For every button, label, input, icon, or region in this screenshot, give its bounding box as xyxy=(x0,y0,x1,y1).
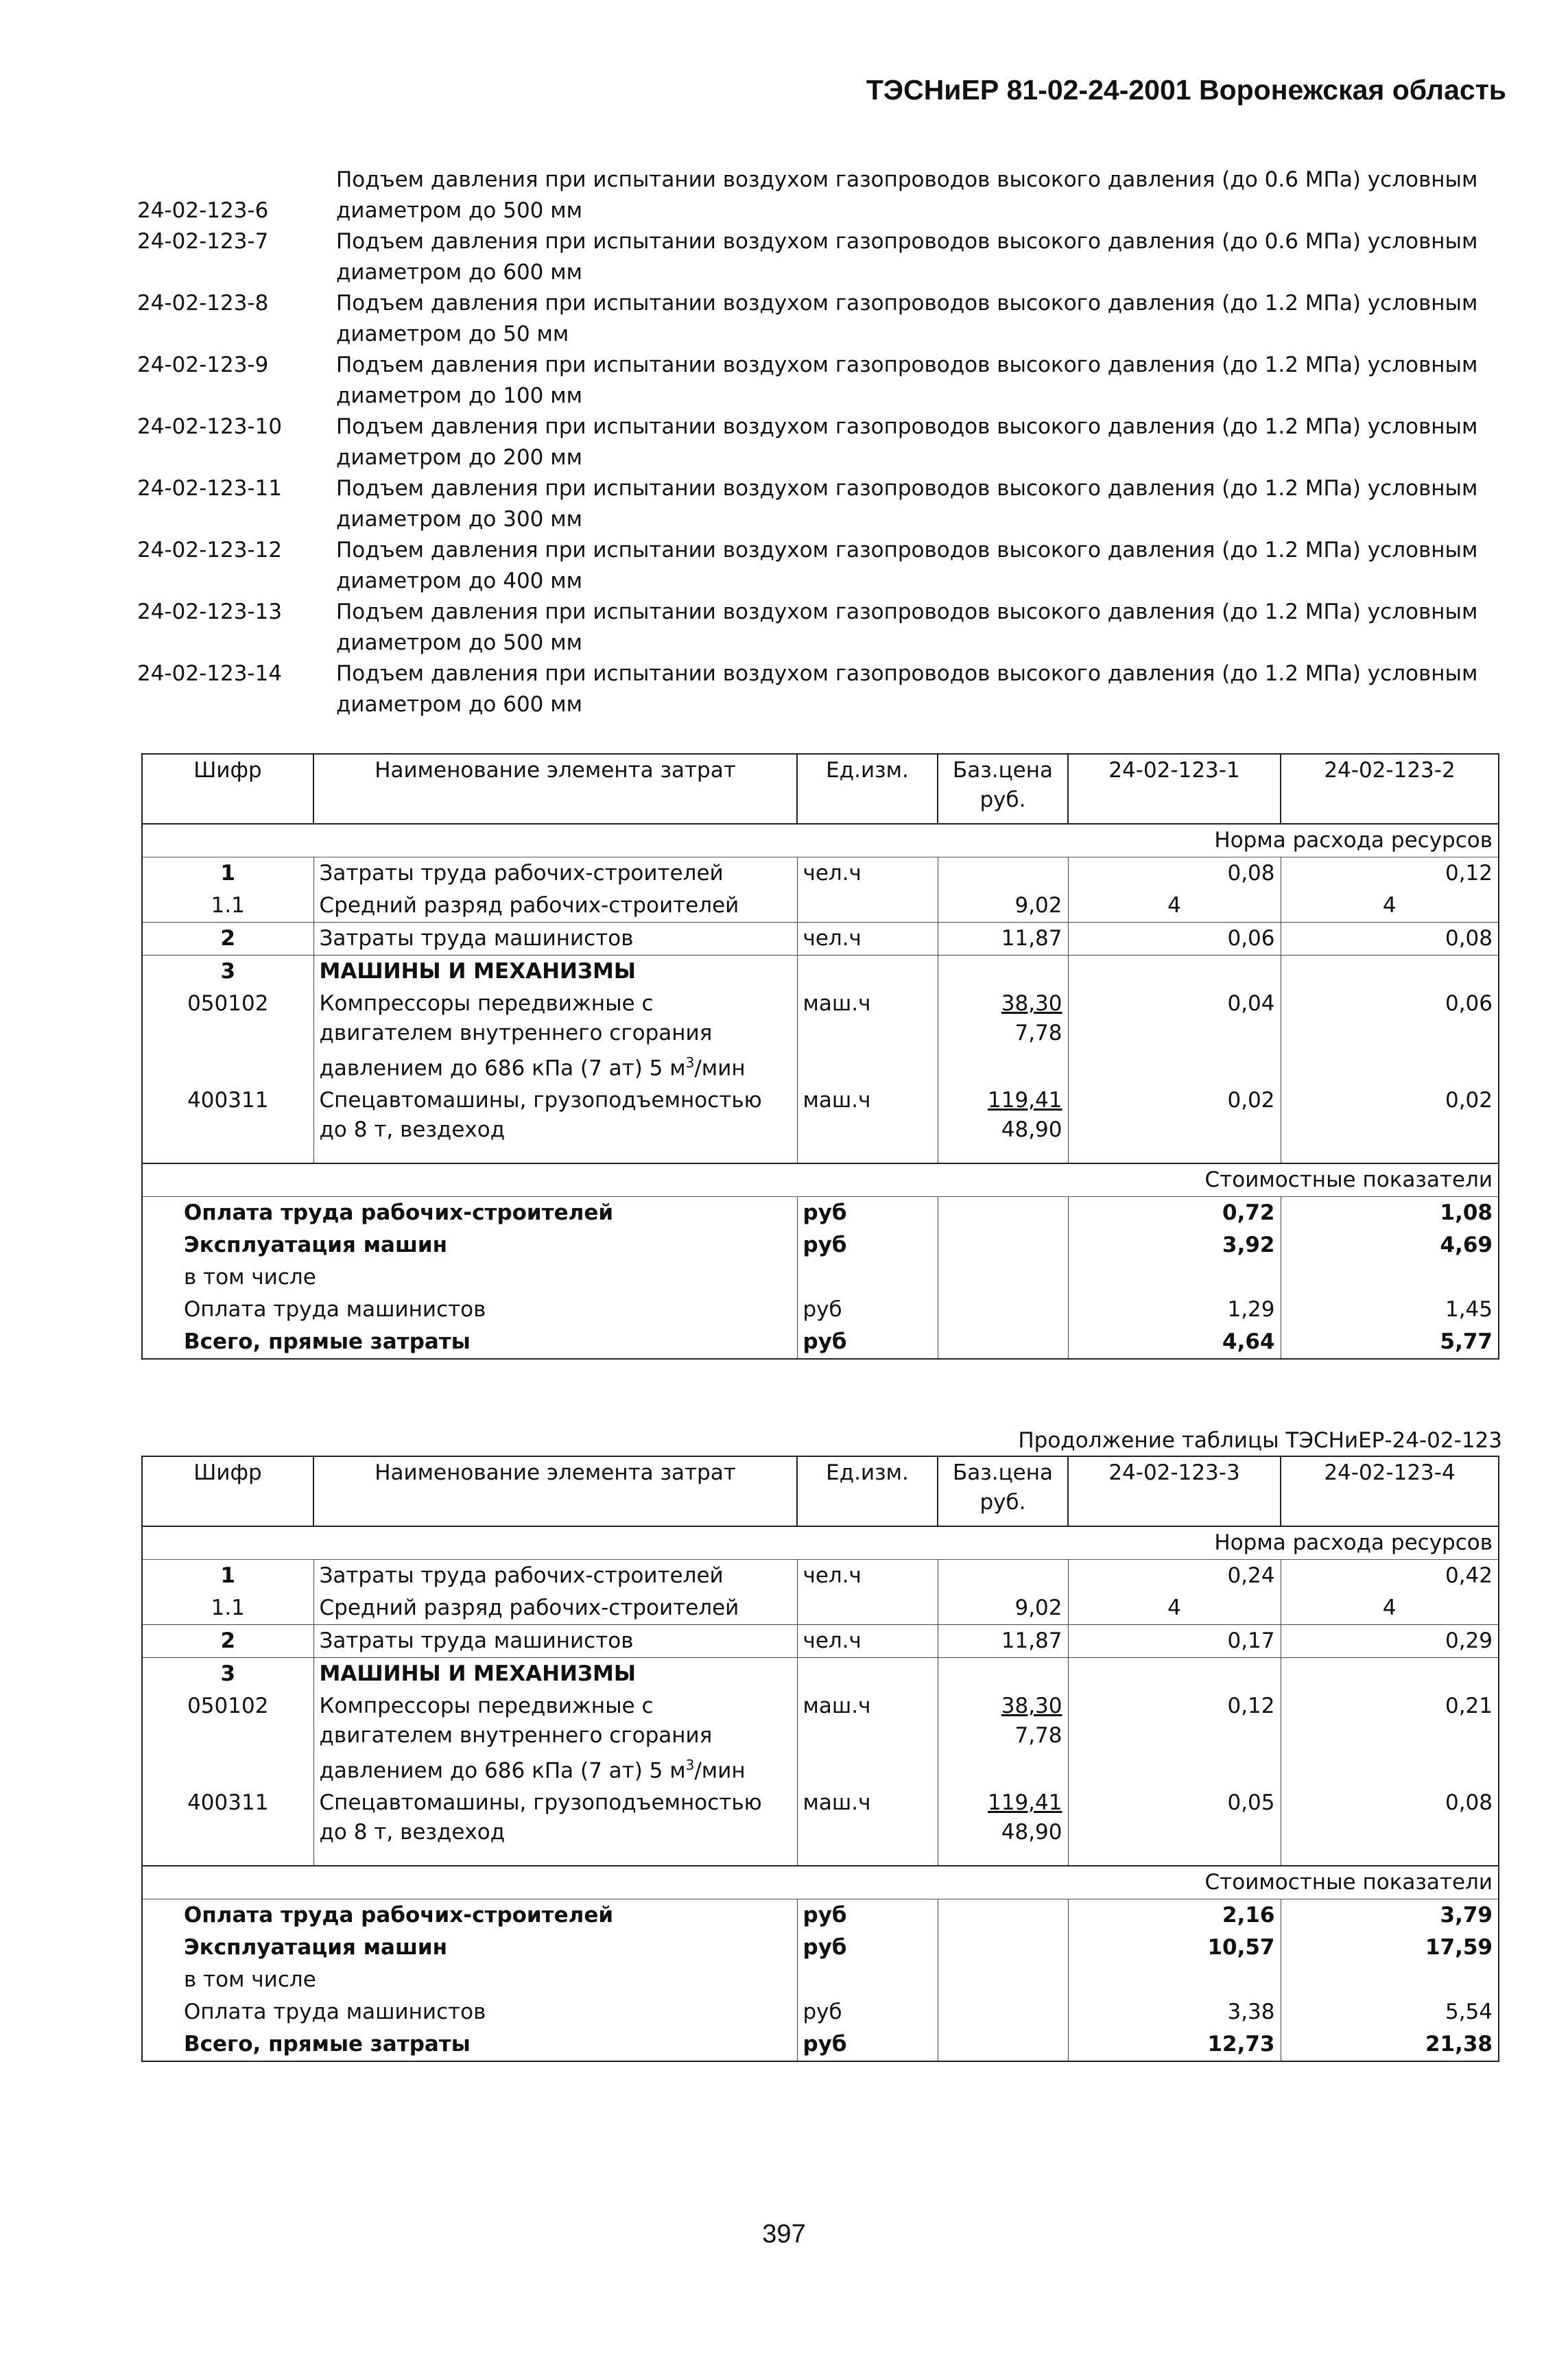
table-row xyxy=(142,1787,1499,1849)
section-norm: Норма расхода ресурсов xyxy=(142,1526,1499,1560)
row-code: 400311 xyxy=(142,1084,313,1146)
table-row xyxy=(142,1625,1499,1658)
row-unit: маш.ч xyxy=(797,988,938,1084)
row-unit: маш.ч xyxy=(797,1084,938,1146)
row-value-a: 0,04 xyxy=(1068,988,1281,1084)
cost-row: Оплата труда машинистов руб 1,29 1,45 xyxy=(142,1294,1499,1326)
code-item xyxy=(137,597,1482,659)
code-description: Подъем давления при испытании воздухом газопроводов высокого давления (до 1.2 МПа) условным диаметром до 600 мм xyxy=(336,661,1478,717)
row-price: 11,87 xyxy=(938,1625,1068,1658)
code-description: Подъем давления при испытании воздухом газопроводов высокого давления (до 1.2 МПа) условным диаметром до 500 мм xyxy=(336,600,1478,655)
row-value-b: 4 xyxy=(1281,1592,1499,1625)
row-value-b: 0,06 xyxy=(1281,988,1499,1084)
table-row xyxy=(142,1658,1499,1691)
cost-row: Оплата труда машинистов руб 3,38 5,54 xyxy=(142,1996,1499,2028)
row-value-b: 0,21 xyxy=(1281,1690,1499,1787)
code-item xyxy=(137,350,1482,412)
code-description: Подъем давления при испытании воздухом газопроводов высокого давления (до 0.6 МПа) условным диаметром до 500 мм xyxy=(336,167,1478,223)
cost-row: Всего, прямые затраты руб 4,64 5,77 xyxy=(142,1326,1499,1359)
row-value-a: 0,05 xyxy=(1068,1787,1281,1849)
code-description: Подъем давления при испытании воздухом газопроводов высокого давления (до 1.2 МПа) условным диаметром до 100 мм xyxy=(336,353,1478,408)
row-code: 2 xyxy=(142,1625,313,1658)
cost-table-1 xyxy=(141,753,1499,1360)
row-value-a: 0,17 xyxy=(1068,1625,1281,1658)
table-row xyxy=(142,857,1499,890)
row-price xyxy=(938,857,1068,890)
row-code: 2 xyxy=(142,923,313,956)
code-description: Подъем давления при испытании воздухом газопроводов высокого давления (до 1.2 МПа) условным диаметром до 400 мм xyxy=(336,538,1478,593)
row-code: 050102 xyxy=(142,988,313,1084)
row-value-a: 0,02 xyxy=(1068,1084,1281,1146)
row-value-b: 0,08 xyxy=(1281,1787,1499,1849)
row-code: 050102 xyxy=(142,1690,313,1787)
continuation-caption: Продолжение таблицы ТЭСНиЕР-24-02-123 xyxy=(1018,1428,1502,1453)
row-code: 3 xyxy=(142,1658,313,1691)
code-number: 24-02-123-7 xyxy=(137,229,269,254)
row-unit: маш.ч xyxy=(797,1787,938,1849)
row-value-a: 0,06 xyxy=(1068,923,1281,956)
row-name: Затраты труда машинистов xyxy=(313,923,797,956)
table-row xyxy=(142,956,1499,988)
code-item xyxy=(137,473,1482,535)
row-value-b: 0,08 xyxy=(1281,923,1499,956)
cost-row: Оплата труда рабочих-строителей руб 2,16 3,79 xyxy=(142,1899,1499,1932)
row-code: 1 xyxy=(142,857,313,890)
row-price: 119,41 48,90 xyxy=(938,1787,1068,1849)
row-unit: чел.ч xyxy=(797,923,938,956)
row-name: Затраты труда рабочих-строителей xyxy=(313,857,797,890)
row-price: 119,41 48,90 xyxy=(938,1084,1068,1146)
row-name: Спецавтомашины, грузоподъемностью до 8 т, вездеход xyxy=(313,1084,797,1146)
code-item xyxy=(137,535,1482,597)
section-norm: Норма расхода ресурсов xyxy=(142,824,1499,857)
row-unit: маш.ч xyxy=(797,1690,938,1787)
table-header-row xyxy=(142,754,1499,824)
row-code: 400311 xyxy=(142,1787,313,1849)
row-price: 38,30 7,78 xyxy=(938,988,1068,1084)
col-b-header: 24-02-123-2 xyxy=(1281,754,1499,824)
table-row xyxy=(142,890,1499,923)
code-item xyxy=(137,412,1482,473)
table-header-row xyxy=(142,1456,1499,1526)
row-code: 1.1 xyxy=(142,890,313,923)
row-unit xyxy=(797,1592,938,1625)
row-price: 9,02 xyxy=(938,1592,1068,1625)
table-row xyxy=(142,988,1499,1084)
row-name: МАШИНЫ И МЕХАНИЗМЫ xyxy=(313,956,797,988)
code-number: 24-02-123-6 xyxy=(137,198,269,223)
row-value-a: 0,08 xyxy=(1068,857,1281,890)
code-item xyxy=(137,226,1482,288)
code-number: 24-02-123-14 xyxy=(137,661,283,686)
row-unit: чел.ч xyxy=(797,1560,938,1593)
table-row xyxy=(142,1592,1499,1625)
code-number: 24-02-123-13 xyxy=(137,600,283,624)
cost-row: Всего, прямые затраты руб 12,73 21,38 xyxy=(142,2028,1499,2061)
row-price: 11,87 xyxy=(938,923,1068,956)
cost-row: Эксплуатация машин руб 10,57 17,59 xyxy=(142,1932,1499,1964)
code-list xyxy=(137,165,1482,720)
col-unit-header: Ед.изм. xyxy=(797,1456,938,1526)
table-row xyxy=(142,923,1499,956)
code-description: Подъем давления при испытании воздухом газопроводов высокого давления (до 1.2 МПа) условным диаметром до 50 мм xyxy=(336,291,1478,346)
row-name: Спецавтомашины, грузоподъемностью до 8 т, вездеход xyxy=(313,1787,797,1849)
page-number: 397 xyxy=(762,2220,806,2249)
row-price xyxy=(938,1560,1068,1593)
cost-row: Оплата труда рабочих-строителей руб 0,72 1,08 xyxy=(142,1197,1499,1230)
row-unit: чел.ч xyxy=(797,857,938,890)
col-a-header: 24-02-123-3 xyxy=(1068,1456,1281,1526)
cost-row: Эксплуатация машин руб 3,92 4,69 xyxy=(142,1229,1499,1261)
row-code: 3 xyxy=(142,956,313,988)
row-value-b: 0,02 xyxy=(1281,1084,1499,1146)
row-unit: чел.ч xyxy=(797,1625,938,1658)
col-price-header: Баз.цена руб. xyxy=(938,754,1068,824)
table-row xyxy=(142,1690,1499,1787)
row-name: Средний разряд рабочих-строителей xyxy=(313,890,797,923)
row-value-b: 0,12 xyxy=(1281,857,1499,890)
row-code: 1 xyxy=(142,1560,313,1593)
col-b-header: 24-02-123-4 xyxy=(1281,1456,1499,1526)
col-code-header: Шифр xyxy=(142,754,313,824)
col-code-header: Шифр xyxy=(142,1456,313,1526)
table-row xyxy=(142,1560,1499,1593)
row-value-b: 0,29 xyxy=(1281,1625,1499,1658)
row-value-a: 0,12 xyxy=(1068,1690,1281,1787)
code-number: 24-02-123-8 xyxy=(137,291,269,316)
document-header: ТЭСНиЕР 81-02-24-2001 Воронежская область xyxy=(866,74,1506,106)
row-name: Компрессоры передвижные с двигателем внутреннего сгорания давлением до 686 кПа (7 ат) 5 $м^3$/мин xyxy=(313,1690,797,1787)
code-description: Подъем давления при испытании воздухом газопроводов высокого давления (до 1.2 МПа) условным диаметром до 300 мм xyxy=(336,476,1478,532)
cost-table-2 xyxy=(141,1456,1499,2062)
code-item xyxy=(137,288,1482,350)
row-name: Затраты труда машинистов xyxy=(313,1625,797,1658)
col-unit-header: Ед.изм. xyxy=(797,754,938,824)
row-name: Средний разряд рабочих-строителей xyxy=(313,1592,797,1625)
row-value-a: 4 xyxy=(1068,1592,1281,1625)
row-name: Компрессоры передвижные с двигателем внутреннего сгорания давлением до 686 кПа (7 ат) 5 $м^3$/мин xyxy=(313,988,797,1084)
col-name-header: Наименование элемента затрат xyxy=(313,754,797,824)
code-item xyxy=(137,165,1482,226)
row-value-a: 0,24 xyxy=(1068,1560,1281,1593)
code-description: Подъем давления при испытании воздухом газопроводов высокого давления (до 1.2 МПа) условным диаметром до 200 мм xyxy=(336,414,1478,470)
row-name: МАШИНЫ И МЕХАНИЗМЫ xyxy=(313,1658,797,1691)
code-number: 24-02-123-10 xyxy=(137,414,283,439)
row-name: Затраты труда рабочих-строителей xyxy=(313,1560,797,1593)
col-name-header: Наименование элемента затрат xyxy=(313,1456,797,1526)
col-price-header: Баз.цена руб. xyxy=(938,1456,1068,1526)
code-number: 24-02-123-9 xyxy=(137,353,269,377)
row-price: 38,30 7,78 xyxy=(938,1690,1068,1787)
code-item xyxy=(137,659,1482,720)
section-cost: Стоимостные показатели xyxy=(142,1866,1499,1899)
row-value-b: 4 xyxy=(1281,890,1499,923)
row-value-a: 4 xyxy=(1068,890,1281,923)
code-number: 24-02-123-12 xyxy=(137,538,283,562)
col-a-header: 24-02-123-1 xyxy=(1068,754,1281,824)
row-value-b: 0,42 xyxy=(1281,1560,1499,1593)
cost-row: в том числе xyxy=(142,1964,1499,1996)
row-price: 9,02 xyxy=(938,890,1068,923)
table-row xyxy=(142,1084,1499,1146)
code-description: Подъем давления при испытании воздухом газопроводов высокого давления (до 0.6 МПа) условным диаметром до 600 мм xyxy=(336,229,1478,285)
section-cost: Стоимостные показатели xyxy=(142,1163,1499,1197)
row-code: 1.1 xyxy=(142,1592,313,1625)
code-number: 24-02-123-11 xyxy=(137,476,283,501)
row-unit xyxy=(797,890,938,923)
cost-row: в том числе xyxy=(142,1261,1499,1294)
